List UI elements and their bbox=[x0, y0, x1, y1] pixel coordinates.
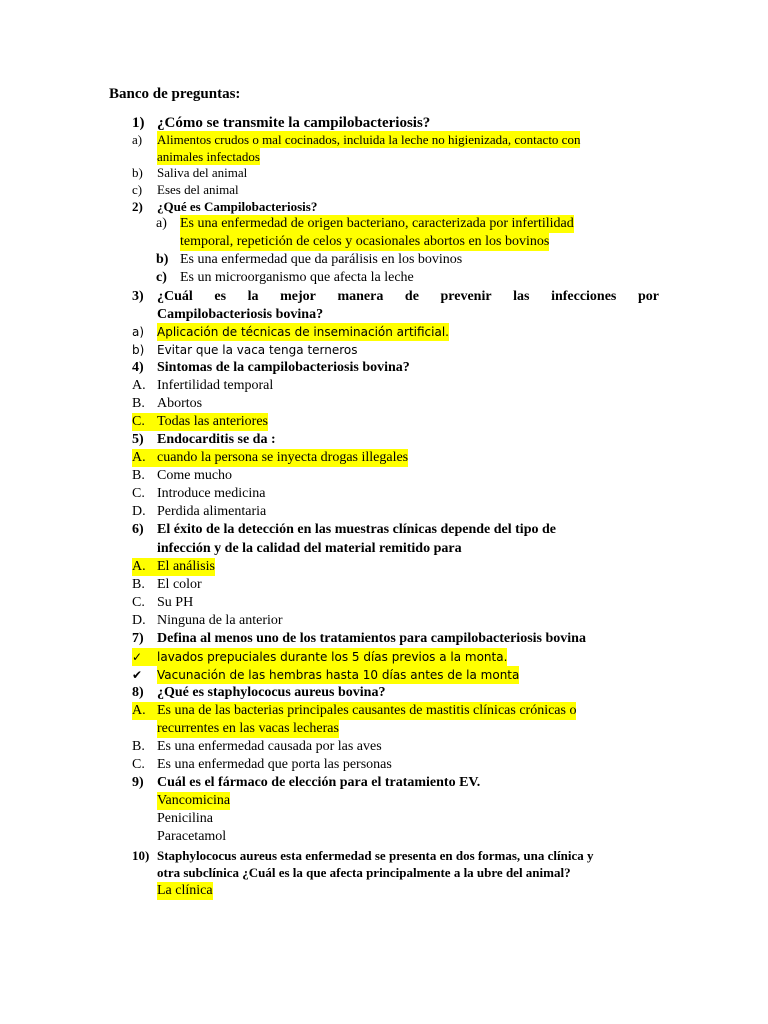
question-number: 5) bbox=[132, 432, 144, 447]
option-text: Infertilidad temporal bbox=[157, 378, 274, 393]
option-marker: A. bbox=[132, 558, 157, 576]
question-number: 3) bbox=[132, 289, 144, 304]
option-marker: B. bbox=[132, 739, 145, 754]
option-text: La clínica bbox=[157, 883, 213, 898]
option-marker: B. bbox=[132, 577, 145, 592]
option-text: Evitar que la vaca tenga terneros bbox=[157, 343, 358, 357]
question-text: ¿Cómo se transmite la campilobacteriosis? bbox=[157, 115, 431, 131]
option-marker: C. bbox=[132, 757, 145, 772]
option-text: Vancomicina bbox=[157, 793, 231, 808]
q1-option-a-continued bbox=[157, 148, 260, 165]
option-marker: C. bbox=[132, 486, 145, 501]
option-marker: a) bbox=[132, 132, 143, 147]
q5-option-c bbox=[132, 485, 265, 503]
question-word: las bbox=[513, 289, 530, 304]
option-text: Perdida alimentaria bbox=[157, 504, 267, 519]
option-marker: A. bbox=[132, 378, 146, 393]
q7-option-b bbox=[132, 666, 519, 684]
option-text: Alimentos crudos o mal cocinados, incluida la leche no higienizada, contacto con bbox=[157, 132, 581, 147]
question-10 bbox=[132, 847, 593, 864]
q8-option-b bbox=[132, 738, 382, 756]
option-text: Paracetamol bbox=[157, 829, 227, 844]
question-2 bbox=[132, 198, 317, 215]
option-text: Come mucho bbox=[157, 468, 233, 483]
option-text: Su PH bbox=[157, 595, 194, 610]
question-number: 2) bbox=[132, 199, 143, 214]
option-marker: C. bbox=[132, 595, 145, 610]
question-word: ¿Cuál bbox=[157, 289, 193, 304]
option-text: Es una de las bacterias principales causantes de mastitis clínicas crónicas o bbox=[157, 703, 577, 718]
option-marker: D. bbox=[132, 613, 146, 628]
q8-option-a-continued bbox=[157, 720, 339, 738]
question-text: Campilobacteriosis bovina? bbox=[157, 307, 324, 322]
option-text: Vacunación de las hembras hasta 10 días antes de la monta bbox=[157, 668, 520, 682]
option-text: El análisis bbox=[157, 559, 215, 574]
q5-option-b bbox=[132, 467, 232, 485]
q2-option-b bbox=[156, 251, 462, 269]
q6-option-a bbox=[132, 558, 215, 576]
option-text: Eses del animal bbox=[157, 182, 239, 197]
question-text: Defina al menos uno de los tratamientos para campilobacteriosis bovina bbox=[157, 631, 586, 646]
question-1 bbox=[132, 114, 430, 132]
question-number: 8) bbox=[132, 685, 144, 700]
question-number: 9) bbox=[132, 775, 144, 790]
option-marker: b) bbox=[132, 165, 143, 180]
question-text: Staphylococus aureus esta enfermedad se presenta en dos formas, una clínica y bbox=[157, 848, 594, 863]
q9-answer-c bbox=[157, 828, 226, 846]
question-text: Cuál es el fármaco de elección para el tratamiento EV. bbox=[157, 775, 481, 790]
q4-option-a bbox=[132, 377, 273, 395]
question-text: infección y de la calidad del material remitido para bbox=[157, 541, 462, 556]
option-text: Ninguna de la anterior bbox=[157, 613, 283, 628]
option-marker: B. bbox=[132, 468, 145, 483]
question-text bbox=[157, 288, 659, 306]
q2-option-a-continued bbox=[180, 233, 549, 251]
question-word: mejor bbox=[280, 289, 316, 304]
q1-option-c bbox=[132, 181, 239, 198]
option-text: Penicilina bbox=[157, 811, 213, 826]
question-text: ¿Qué es Campilobacteriosis? bbox=[157, 199, 318, 214]
option-marker: D. bbox=[132, 504, 146, 519]
question-3-continued bbox=[157, 306, 323, 324]
q2-option-c bbox=[156, 269, 414, 287]
question-word: prevenir bbox=[440, 289, 492, 304]
option-text: Es una enfermedad de origen bacteriano, caracterizada por infertilidad bbox=[180, 216, 574, 231]
q10-answer bbox=[157, 882, 213, 900]
question-3 bbox=[132, 288, 659, 306]
option-text: Abortos bbox=[157, 396, 203, 411]
q7-option-a bbox=[132, 648, 507, 666]
question-word: manera bbox=[337, 289, 384, 304]
question-number: 4) bbox=[132, 360, 144, 375]
question-number: 1) bbox=[132, 115, 145, 131]
option-text: Aplicación de técnicas de inseminación artificial. bbox=[157, 325, 449, 339]
q6-option-d bbox=[132, 612, 283, 630]
question-text: ¿Qué es staphylococus aureus bovina? bbox=[157, 685, 386, 700]
q2-option-a bbox=[156, 215, 574, 233]
option-marker: C. bbox=[132, 413, 157, 431]
option-text: Es una enfermedad causada por las aves bbox=[157, 739, 382, 754]
option-text: Es una enfermedad que porta las personas bbox=[157, 757, 392, 772]
option-text: Es un microorganismo que afecta la leche bbox=[180, 270, 414, 285]
option-marker: a) bbox=[132, 325, 145, 339]
option-text: recurrentes en las vacas lecheras bbox=[157, 721, 339, 736]
question-text: El éxito de la detección en las muestras clínicas depende del tipo de bbox=[157, 522, 556, 537]
q8-option-a bbox=[132, 702, 576, 720]
question-word: la bbox=[247, 289, 259, 304]
checkmark-icon: ✔ bbox=[132, 668, 143, 682]
question-word: es bbox=[214, 289, 227, 304]
question-8 bbox=[132, 684, 385, 702]
option-text: Saliva del animal bbox=[157, 165, 248, 180]
option-marker: c) bbox=[156, 270, 167, 285]
q9-answer-b bbox=[157, 810, 213, 828]
checkmark-icon: ✓ bbox=[132, 648, 157, 666]
q1-option-a bbox=[132, 131, 580, 148]
option-marker: B. bbox=[132, 396, 145, 411]
question-6 bbox=[132, 521, 556, 539]
option-text: cuando la persona se inyecta drogas illegales bbox=[157, 450, 409, 465]
q8-option-c bbox=[132, 756, 392, 774]
q9-answer-a bbox=[157, 792, 230, 810]
option-marker: b) bbox=[156, 252, 169, 267]
q3-option-a bbox=[132, 323, 449, 341]
question-9 bbox=[132, 774, 480, 792]
q5-option-a bbox=[132, 449, 408, 467]
q4-option-b bbox=[132, 395, 202, 413]
question-number: 7) bbox=[132, 631, 144, 646]
question-10-continued bbox=[157, 864, 571, 881]
option-text: Es una enfermedad que da parálisis en los bovinos bbox=[180, 252, 463, 267]
question-text: Sintomas de la campilobacteriosis bovina? bbox=[157, 360, 410, 375]
option-text: Introduce medicina bbox=[157, 486, 266, 501]
page-title: Banco de preguntas: bbox=[109, 86, 241, 102]
question-5 bbox=[132, 431, 276, 449]
question-number: 6) bbox=[132, 522, 144, 537]
option-text: animales infectados bbox=[157, 149, 260, 164]
option-marker: b) bbox=[132, 343, 145, 357]
question-text: Endocarditis se da : bbox=[157, 432, 276, 447]
option-marker: a) bbox=[156, 216, 167, 231]
question-6-continued bbox=[157, 540, 462, 558]
q1-option-b bbox=[132, 164, 247, 181]
question-text: otra subclínica ¿Cuál es la que afecta principalmente a la ubre del animal? bbox=[157, 865, 571, 880]
q3-option-b bbox=[132, 341, 358, 359]
option-marker: A. bbox=[132, 449, 157, 467]
option-marker: c) bbox=[132, 182, 143, 197]
question-word: infecciones bbox=[551, 289, 617, 304]
question-word: por bbox=[637, 289, 659, 304]
option-text: lavados prepuciales durante los 5 días previos a la monta. bbox=[157, 650, 508, 664]
option-marker: A. bbox=[132, 702, 157, 720]
question-4 bbox=[132, 359, 410, 377]
q6-option-b bbox=[132, 576, 202, 594]
option-text: El color bbox=[157, 577, 202, 592]
q4-option-c bbox=[132, 413, 268, 431]
question-7 bbox=[132, 630, 586, 648]
option-text: temporal, repetición de celos y ocasionales abortos en los bovinos bbox=[180, 234, 550, 249]
option-text: Todas las anteriores bbox=[157, 414, 268, 429]
question-word: de bbox=[404, 289, 419, 304]
q5-option-d bbox=[132, 503, 266, 521]
q6-option-c bbox=[132, 594, 193, 612]
question-number: 10) bbox=[132, 848, 150, 863]
